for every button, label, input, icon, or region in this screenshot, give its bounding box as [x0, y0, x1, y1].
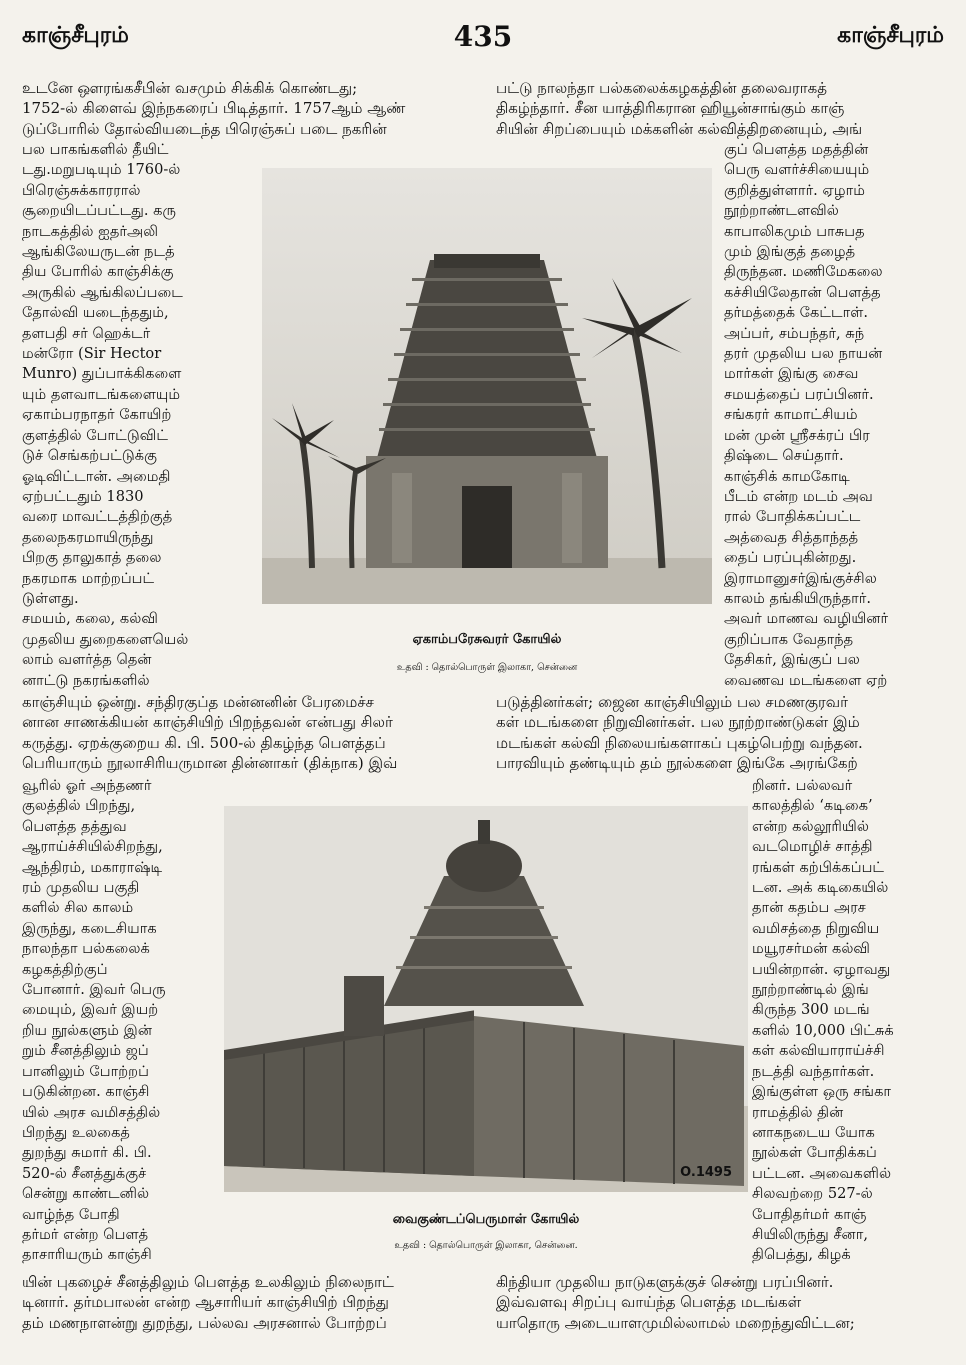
text-line: திபெத்து, கிழக்	[752, 1246, 851, 1264]
text-line: களில் சில காலம்	[22, 899, 134, 917]
text-line: கிந்தியா முதலிய நாடுகளுக்குச் சென்று பரப்பினர்.	[496, 1273, 834, 1291]
text-line: காலம் தங்கியிருந்தார்.	[724, 589, 871, 607]
vaikunta-perumal-temple-photo	[224, 806, 748, 1192]
text-line: மும் இங்குத் தழைத்	[724, 243, 856, 261]
text-line: அவர் மாணவ வழியினர்	[724, 610, 889, 628]
text-line: மடங்கள் கல்வி நிலையங்களாகப் புகழ்பெற்று வந்தன.	[496, 733, 863, 752]
text-line: திருந்தன. மணிமேகலை	[724, 263, 883, 281]
text-block-bottom-left	[22, 1272, 484, 1333]
text-line: படுத்தினர்கள்; ஜைன காஞ்சியிலும் பல சமணகுரவர்	[496, 693, 848, 711]
text-line: இவ்வளவு சிறப்பு வாய்ந்த பௌத்த மடங்கள்	[496, 1293, 802, 1312]
text-line: ஏகாம்பரநாதர் கோயிற்	[22, 406, 172, 424]
text-line: பிறந்து உலகைத்	[22, 1123, 130, 1141]
text-line: என்ற கல்லூரியில்	[752, 817, 870, 835]
text-block-left-narrow-2	[22, 776, 222, 1266]
text-line: ஓடிவிட்டான். அமைதி	[22, 467, 171, 485]
text-line: சங்கரர் காமாட்சியம்	[724, 406, 858, 424]
text-line: சியின் சிறப்பையும் மக்களின் கல்வித்திறனையும், அங்	[496, 119, 863, 138]
text-line: மார்கள் இங்கு சைவ	[724, 365, 859, 383]
text-line: டது.மறுபடியும் 1760-ல்	[22, 161, 181, 179]
text-line: சூறையிடப்பட்டது. கரு	[22, 202, 177, 220]
text-line: பட்டன. அவைகளில்	[752, 1164, 892, 1182]
text-line: கச்சியிலேதான் பௌத்த	[724, 283, 881, 301]
text-line: பௌத்த தத்துவ	[22, 817, 127, 835]
text-line: நூற்றாண்டில் இங்	[752, 981, 869, 999]
text-line: ஏற்பட்டதும் 1830	[22, 487, 144, 505]
text-line: மையும், இவர் இயற்	[22, 1001, 159, 1019]
text-line: றும் சீனத்திலும் ஜப்	[22, 1042, 149, 1060]
text-line: றிய நூல்களும் இன்	[22, 1021, 153, 1039]
text-line: பாரவியும் தண்டியும் தம் நூல்களை இங்கே அரங்கேற்	[496, 754, 858, 773]
text-line: வரை மாவட்டத்திற்குத்	[22, 508, 173, 526]
text-line: கழகத்திற்குப்	[22, 960, 108, 978]
text-block-mid-left	[22, 692, 484, 774]
text-line: 520-ல் சீனத்துக்குச்	[22, 1164, 147, 1182]
text-line: உடனே ஔரங்கசீபின் வசமும் சிக்கிக் கொண்டது;	[22, 79, 358, 97]
text-line: குலத்தில் பிறந்து,	[22, 797, 136, 815]
text-line: யும் தளவாடங்களையும்	[22, 385, 181, 403]
text-line: நடத்தி வந்தார்கள்.	[752, 1062, 875, 1080]
text-line: அத்வைத சித்தாந்தத்	[724, 528, 859, 546]
text-line: தேசிகர், இங்குப் பல	[724, 651, 860, 669]
text-line: நகரமாக மாற்றப்பட்	[22, 569, 155, 587]
text-line: மன் முன் ஸ்ரீசக்ரப் பிர	[724, 426, 870, 444]
text-line: Munro) துப்பாக்கிகளை	[22, 365, 182, 383]
text-line: தோல்வி யடைந்ததும்,	[22, 304, 169, 322]
text-block-top-left	[22, 78, 484, 139]
text-line: மயூரசர்மன் கல்வி	[752, 940, 871, 958]
text-line: சென்று காண்டனில்	[22, 1185, 150, 1203]
text-line: கிருந்த 300 மடங்	[752, 1001, 870, 1019]
text-line: திகழ்ந்தார். சீன யாத்திரிகரான ஹியூன்சாங்கும் காஞ்	[496, 99, 845, 118]
text-line: காலத்தில் ‘கடிகை’	[752, 797, 873, 815]
text-line: அப்பர், சம்பந்தர், சுந்	[724, 324, 865, 342]
text-line: பெரியாரும் நூலாசிரியருமான தின்னாகர் (திக்நாக) இவ்	[22, 754, 398, 773]
text-line: காபாலிகமும் பாசுபத	[724, 222, 865, 240]
text-line: கருத்து. ஏறக்குறைய கி. பி. 500-ல் திகழ்ந்த பௌத்தப்	[22, 733, 386, 752]
text-line: நூல்கள் போதிக்கப்	[752, 1144, 877, 1162]
text-line: ஆந்திரம், மகாராஷ்டி	[22, 858, 163, 876]
text-line: கள் கல்வியாராய்ச்சி	[752, 1042, 885, 1060]
photo1-credit: உதவி : தொல்பொருள் இலாகா, சென்னை	[396, 662, 578, 673]
temple-vimana-image	[224, 806, 748, 1192]
plate-number: O.1495	[680, 1165, 732, 1180]
text-line: யாதொரு அடையாளமுமில்லாமல் மறைந்துவிட்டன;	[496, 1313, 855, 1332]
text-line: தான் கதம்ப அரச	[752, 899, 866, 917]
text-line: டுள்ளது.	[22, 589, 79, 607]
text-line: இருந்து, கடைசியாக	[22, 919, 157, 937]
text-line: தம் மணநாளன்று துறந்து, பல்லவ அரசனால் போற்றப்	[22, 1313, 387, 1332]
text-line: திஷ்டை செய்தார்.	[724, 447, 844, 465]
text-line: தர்மர் என்ற பௌத்	[22, 1225, 149, 1243]
text-block-right-narrow-1	[724, 140, 946, 691]
text-line: பயின்றான். ஏழாவது	[752, 960, 891, 978]
text-line: சிலவற்றை 527-ல்	[752, 1185, 873, 1203]
text-line: வமிசத்தை நிறுவிய	[752, 919, 880, 937]
text-block-left-narrow-1	[22, 140, 254, 691]
text-line: வடமொழிச் சாத்தி	[752, 838, 873, 856]
text-line: தாசாரியரும் காஞ்சி	[22, 1246, 152, 1264]
text-line: னான சாணக்கியன் காஞ்சியிற் பிறந்தவன் என்பது சிலர்	[22, 713, 393, 732]
text-line: போனார். இவர் பெரு	[22, 981, 166, 999]
text-line: சமயம், கலை, கல்வி	[22, 610, 158, 628]
text-line: பீடம் என்ற மடம் அவ	[724, 487, 873, 505]
ekambareswarar-temple-photo	[262, 168, 712, 604]
text-line: இராமானுசர்இங்குச்சில	[724, 569, 877, 587]
page-number: 435	[453, 20, 513, 53]
text-line: னாகநடைய யோக	[752, 1123, 875, 1141]
text-line: காஞ்சிக் காமகோடி	[724, 467, 850, 485]
text-line: தர்மத்தைக் கேட்டாள்.	[724, 304, 869, 322]
text-line: னாட்டு நகரங்களில்	[22, 671, 150, 689]
text-line: ரால் போதிக்கப்பட்ட	[724, 508, 861, 526]
text-line: மன்ரோ (Sir Hector	[22, 345, 162, 363]
text-line: றினர். பல்லவர்	[752, 777, 853, 794]
text-line: டன. அக் கடிகையில்	[752, 879, 889, 897]
text-block-bottom-right	[496, 1272, 946, 1333]
photo2-credit: உதவி : தொல்பொருள் இலாகா, சென்னை.	[394, 1240, 578, 1251]
text-line: வூரில் ஓர் அந்தணர்	[22, 777, 152, 794]
text-line: தரர் முதலிய பல நாயன்	[724, 345, 883, 363]
text-line: பானிலும் போற்றப்	[22, 1062, 149, 1080]
text-line: கள் மடங்களை நிறுவினர்கள். பல நூற்றாண்டுகள் இம்	[496, 713, 860, 732]
text-block-mid-right	[496, 692, 946, 774]
text-line: திய போரில் காஞ்சிக்கு	[22, 263, 174, 281]
text-line: குறிப்பாக வேதாந்த	[724, 630, 854, 648]
text-line: லாம் வளர்த்த தென்	[22, 651, 152, 669]
text-line: பிரெஞ்சுக்காரரால்	[22, 181, 141, 199]
text-line: யின் புகழைச் சீனத்திலும் பௌத்த உலகிலும் நிலைநாட்	[22, 1273, 394, 1291]
photo1-caption: ஏகாம்பரேசுவரர் கோயில்	[412, 632, 562, 647]
text-line: வைணவ மடங்களை ஏற்	[724, 671, 888, 689]
text-line: முதலிய துறைகளையெல்	[22, 630, 189, 648]
text-line: ஆராய்ச்சியில்சிறந்து,	[22, 838, 163, 856]
text-line: 1752-ல் கிளைவ் இந்நகரைப் பிடித்தார். 1757ஆம் ஆண்	[22, 99, 406, 118]
text-line: இங்குள்ள ஒரு சங்கா	[752, 1083, 892, 1101]
temple-gopuram-image	[262, 168, 712, 604]
text-line: டுப்போரில் தோல்வியடைந்த பிரெஞ்சுப் படை நகரின்	[22, 119, 387, 138]
text-line: ஆங்கிலேயருடன் நடத்	[22, 243, 175, 261]
text-line: களில் 10,000 பிட்சுக்	[752, 1021, 894, 1039]
text-line: தலைநகரமாயிருந்து	[22, 528, 154, 546]
text-line: நூற்றாண்டளவில்	[724, 202, 839, 220]
text-line: குப் பௌத்த மதத்தின்	[724, 141, 869, 158]
text-line: குறித்துள்ளார். ஏழாம்	[724, 181, 865, 199]
text-line: ரம் முதலிய பகுதி	[22, 879, 140, 897]
text-line: பல பாகங்களில் தீயிட்	[22, 141, 169, 158]
text-line: ராமத்தில் தின்	[752, 1103, 844, 1121]
text-line: சியிலிருந்து சீனா,	[752, 1225, 868, 1243]
text-line: டுச் செங்கற்பட்டுக்கு	[22, 447, 157, 465]
text-line: துறந்து சுமார் கி. பி.	[22, 1144, 152, 1162]
text-line: நாடகத்தில் ஐதர்அலி	[22, 222, 159, 240]
text-line: போதிதர்மர் காஞ்	[752, 1205, 867, 1223]
photo2-caption: வைகுண்டப்பெருமாள் கோயில்	[392, 1212, 580, 1227]
text-line: காஞ்சியும் ஒன்று. சந்திரகுப்த மன்னனின் பேரமைச்ச	[22, 693, 374, 711]
text-block-right-narrow-2	[752, 776, 946, 1266]
text-line: படுகின்றன. காஞ்சி	[22, 1083, 150, 1101]
text-line: பிறகு தாலுகாத் தலை	[22, 549, 162, 567]
text-line: குளத்தில் போட்டுவிட்	[22, 426, 168, 444]
text-line: ரங்கள் கற்பிக்கப்பட்	[752, 858, 885, 876]
running-header-left: காஞ்சீபுரம்	[22, 22, 129, 48]
text-line: பெரு வளர்ச்சியையும்	[724, 161, 870, 179]
text-line: யில் அரச வமிசத்தில்	[22, 1103, 161, 1121]
text-line: டினார். தர்மபாலன் என்ற ஆசாரியர் காஞ்சியிற் பிறந்து	[22, 1293, 389, 1312]
text-line: சமயத்தைப் பரப்பினர்.	[724, 385, 874, 403]
text-block-top-right	[496, 78, 946, 139]
running-header-right: காஞ்சீபுரம்	[837, 22, 944, 48]
text-line: தளபதி சர் ஹெக்டர்	[22, 324, 151, 342]
text-line: வாழ்ந்த போதி	[22, 1205, 120, 1223]
text-line: தைப் பரப்புகின்றது.	[724, 549, 857, 567]
text-line: பட்டு நாலந்தா பல்கலைக்கழகத்தின் தலைவராகத்	[496, 79, 827, 97]
text-line: நாலந்தா பல்கலைக்	[22, 940, 150, 958]
text-line: அருகில் ஆங்கிலப்படை	[22, 283, 183, 301]
